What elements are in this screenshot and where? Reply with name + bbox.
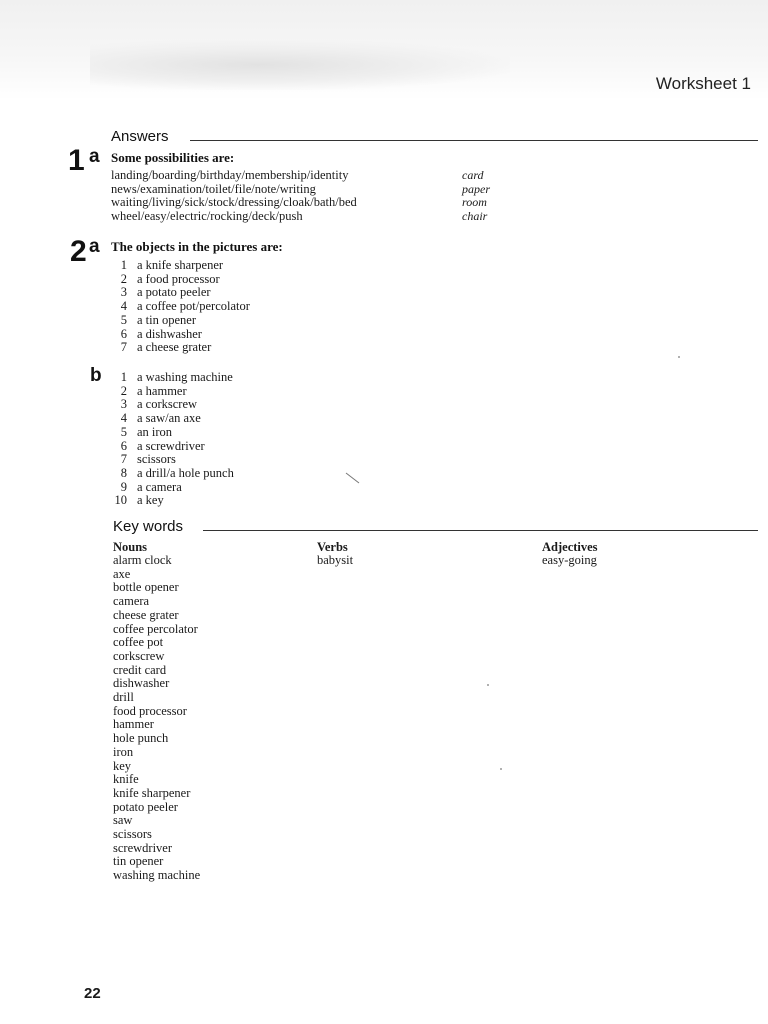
verbs-heading: Verbs [317, 540, 348, 554]
list-item: 2 a food processor [120, 271, 220, 286]
adjectives-heading: Adjectives [542, 540, 598, 554]
nouns-heading: Nouns [113, 540, 148, 554]
question-2-heading: The objects in the pictures are: [111, 239, 283, 254]
answers-heading: Answers [111, 128, 169, 145]
question-2-part-a: a [89, 236, 100, 257]
list-item: 4 a saw/an axe [120, 411, 201, 426]
worksheet-title: Worksheet 1 [655, 74, 751, 93]
q1-word: chair [462, 209, 488, 223]
verb-item: babysit [317, 553, 354, 567]
noun-item: bottle opener [113, 580, 179, 595]
noun-item: knife [113, 772, 139, 787]
noun-item: hole punch [113, 731, 169, 746]
question-2-number: 2 [70, 235, 87, 268]
noun-item: knife sharpener [113, 785, 191, 800]
list-item: 1 a washing machine [120, 370, 233, 384]
list-item: 9 a camera [120, 479, 182, 494]
q1-word: room [462, 195, 487, 209]
list-item: 7 a cheese grater [120, 340, 212, 355]
noun-item: corkscrew [113, 648, 165, 663]
q1-line: news/examination/toilet/file/note/writing [111, 182, 316, 196]
header-watermark [90, 40, 510, 90]
list-item: 3 a potato peeler [120, 285, 211, 300]
question-1-number: 1 [68, 144, 85, 177]
key-words-rule [203, 530, 758, 531]
q1-line: landing/boarding/birthday/membership/identity [111, 168, 349, 182]
question-2-part-b: b [90, 365, 102, 386]
question-1-part-a: a [89, 146, 100, 167]
list-item: 7 scissors [120, 452, 176, 467]
scan-speck [487, 684, 489, 686]
scan-speck [500, 768, 502, 770]
noun-item: cheese grater [113, 607, 179, 622]
question-2a-list [105, 259, 250, 355]
noun-item: alarm clock [113, 553, 172, 567]
noun-item: key [113, 758, 132, 773]
list-item: 2 a hammer [120, 383, 187, 398]
adjectives-column [542, 540, 598, 568]
adjective-item: easy-going [542, 553, 597, 567]
scan-speck [678, 356, 680, 358]
page-number: 22 [84, 985, 101, 1002]
noun-item: saw [113, 813, 133, 828]
noun-item: washing machine [113, 868, 201, 883]
q1-word: paper [462, 182, 490, 196]
q1-line: wheel/easy/electric/rocking/deck/push [111, 209, 303, 223]
list-item: 5 a tin opener [120, 312, 197, 327]
list-item: 6 a screwdriver [120, 438, 205, 453]
noun-item: axe [113, 566, 131, 581]
noun-item: scissors [113, 827, 152, 842]
list-item: 8 a drill/a hole punch [120, 465, 234, 480]
question-2b-list [105, 371, 234, 508]
q1-word: card [462, 168, 484, 182]
verbs-column [317, 540, 353, 568]
list-item: 5 an iron [120, 424, 173, 439]
list-item: 6 a dishwasher [120, 326, 202, 341]
noun-item: drill [113, 690, 134, 705]
noun-item: credit card [113, 662, 167, 677]
answers-rule [190, 140, 758, 141]
noun-item: tin opener [113, 854, 164, 869]
noun-item: screwdriver [113, 840, 172, 855]
question-1-heading: Some possibilities are: [111, 150, 235, 165]
noun-item: coffee pot [113, 635, 164, 650]
noun-item: coffee percolator [113, 621, 198, 636]
list-item: 10 a key [114, 493, 164, 508]
q1-line: waiting/living/sick/stock/dressing/cloak/bath/bed [111, 195, 357, 209]
header-band [0, 0, 768, 100]
noun-item: hammer [113, 717, 154, 732]
scan-mark [345, 471, 361, 485]
noun-item: camera [113, 594, 150, 609]
key-words-heading: Key words [113, 518, 184, 535]
noun-item: iron [113, 744, 134, 759]
noun-item: potato peeler [113, 799, 178, 814]
noun-item: dishwasher [113, 676, 170, 691]
nouns-column [113, 540, 200, 883]
noun-item: food processor [113, 703, 187, 718]
list-item: 4 a coffee pot/percolator [120, 299, 250, 314]
list-item: 1 a knife sharpener [120, 258, 224, 272]
list-item: 3 a corkscrew [120, 397, 198, 412]
